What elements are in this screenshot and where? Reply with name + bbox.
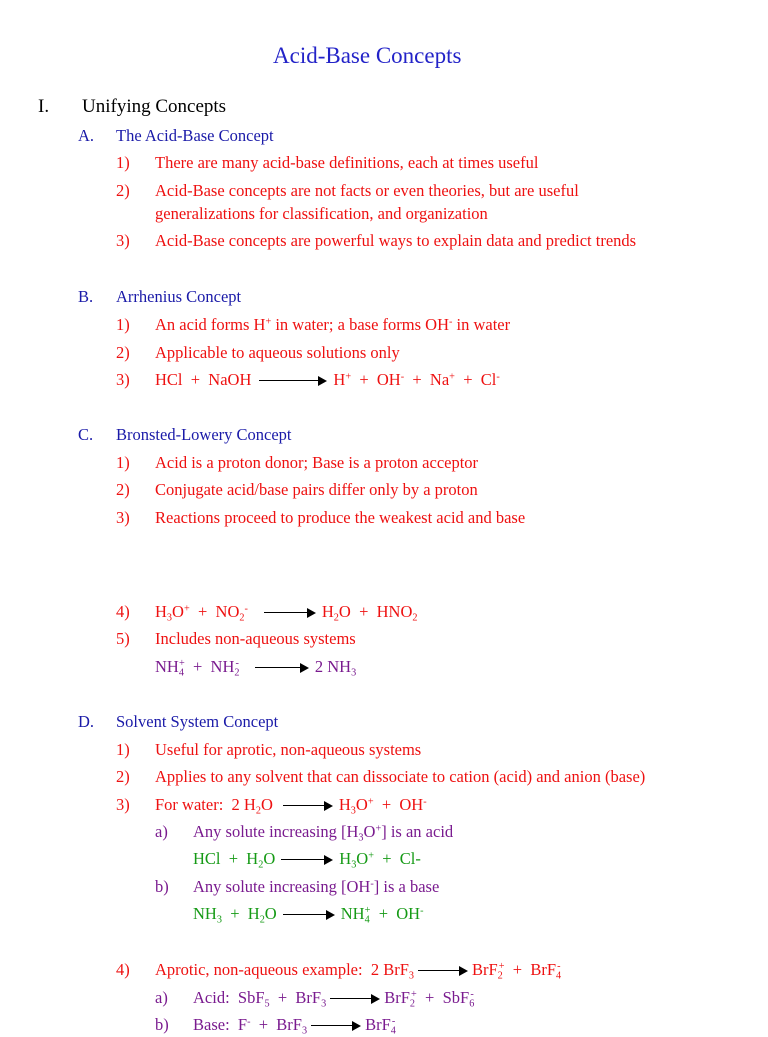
equation: Acid: SbF$_5$ + BrF$_3$ BrF$_2$+ + SbF$_6$- (193, 988, 475, 1010)
item-number: 3) (116, 370, 130, 389)
reaction-arrow-icon (418, 966, 468, 976)
equation: Aprotic, non-aqueous example: 2 BrF$_3$ BrF$_2$+ + BrF$_4$- (155, 960, 562, 982)
item-number: 2) (116, 181, 130, 200)
item-number: 2) (116, 343, 130, 362)
item-text: Acid-Base concepts are powerful ways to explain data and predict trends (155, 231, 637, 250)
reaction-arrow-icon (259, 376, 327, 386)
subitem-letter: a) (155, 822, 168, 841)
item-number: 3) (116, 231, 130, 250)
item-text: Conjugate acid/base pairs differ only by a proton (155, 480, 478, 499)
item-number: 1) (116, 740, 130, 759)
equation: HCl + $H_2O$ $H_3O^+ + Cl-$ (193, 849, 421, 871)
subsection-heading: Solvent System Concept (116, 712, 279, 731)
item-text: Useful for aprotic, non-aqueous systems (155, 740, 422, 759)
subsection-letter: C. (78, 425, 94, 444)
subsection-heading: Bronsted-Lowery Concept (116, 425, 292, 444)
page-title: Acid-Base Concepts (273, 43, 462, 68)
subsection-letter: B. (78, 287, 94, 306)
item-text: Reactions proceed to produce the weakest acid and base (155, 508, 526, 527)
subitem-text: Any solute increasing $[H_3O^+]$ is an acid (193, 822, 454, 844)
item-text: Includes non-aqueous systems (155, 629, 356, 648)
subitem-letter: b) (155, 877, 169, 896)
reaction-arrow-icon (311, 1021, 361, 1031)
subsection-letter: D. (78, 712, 95, 731)
equation: Base: F- + BrF$_3$ BrF$_4$- (193, 1015, 396, 1037)
item-number: 2) (116, 767, 130, 786)
subsection-heading: Arrhenius Concept (116, 287, 242, 306)
subitem-letter: a) (155, 988, 168, 1007)
equation: $NH_4^+ + NH_2^-$ 2 $NH_3$ (155, 657, 357, 679)
item-number: 3) (116, 795, 130, 814)
item-number: 1) (116, 315, 130, 334)
equation: For water: 2 $H_2O$ $H_3O^+ + OH^-$ (155, 795, 427, 817)
reaction-arrow-icon (330, 994, 380, 1004)
subsection-heading: The Acid-Base Concept (116, 126, 274, 145)
subitem-text: Any solute increasing [OH-] is a base (193, 877, 440, 896)
item-text: An acid forms H+ in water; a base forms OH- in water (155, 315, 511, 334)
item-text: Applies to any solvent that can dissociate to cation (acid) and anion (base) (155, 767, 646, 786)
subsection-letter: A. (78, 126, 95, 145)
item-text-continued: generalizations for classification, and organization (155, 204, 488, 223)
item-text: Acid is a proton donor; Base is a proton acceptor (155, 453, 479, 472)
item-number: 1) (116, 453, 130, 472)
item-number: 4) (116, 960, 130, 979)
reaction-arrow-icon (283, 801, 333, 811)
reaction-arrow-icon (281, 855, 333, 865)
item-number: 5) (116, 629, 130, 648)
item-number: 2) (116, 480, 130, 499)
item-number: 3) (116, 508, 130, 527)
equation: $H_3O^+ + NO_2^-$ $H_2O + HNO_2$ (155, 602, 418, 624)
item-number: 4) (116, 602, 130, 621)
item-number: 1) (116, 153, 130, 172)
reaction-arrow-icon (283, 910, 335, 920)
section-number: I. (38, 96, 50, 117)
reaction-arrow-icon (264, 608, 316, 618)
item-text: Applicable to aqueous solutions only (155, 343, 400, 362)
equation: HCl + NaOH H+ + OH- + Na+ + Cl- (155, 370, 500, 389)
reaction-arrow-icon (255, 663, 309, 673)
equation: $NH_3 + H_2O$ $NH_4^+ + OH^-$ (193, 904, 424, 926)
section-heading: Unifying Concepts (82, 96, 227, 117)
subitem-letter: b) (155, 1015, 169, 1034)
item-text: There are many acid-base definitions, each at times useful (155, 153, 539, 172)
item-text: Acid-Base concepts are not facts or even theories, but are useful (155, 181, 579, 200)
